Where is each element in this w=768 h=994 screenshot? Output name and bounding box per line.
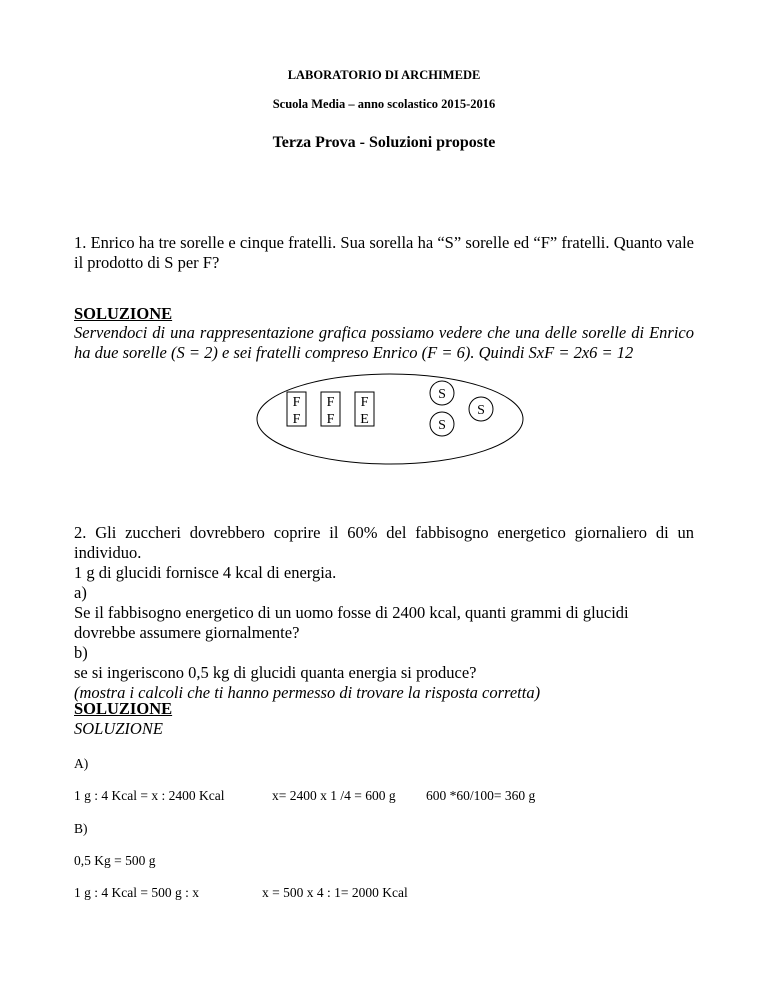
part-a-label: A) — [74, 756, 89, 771]
box2-top-letter: F — [326, 395, 335, 410]
box1-top-letter: F — [292, 395, 301, 410]
problem1-solution-title: SOLUZIONE — [74, 304, 173, 323]
sister-2-letter: S — [438, 418, 446, 433]
problem2-line2: 1 g di glucidi fornisce 4 kcal di energia. — [74, 563, 337, 582]
header-title: LABORATORIO DI ARCHIMEDE — [287, 68, 481, 82]
part-a-proportion: 1 g : 4 Kcal = x : 2400 Kcal — [74, 788, 225, 803]
box2-bottom-letter: F — [326, 412, 335, 427]
problem2-a-text: Se il fabbisogno energetico di un uomo fosse di 2400 kcal, quanti grammi di glucidi dovrebbe assumere giornalmente? — [74, 603, 629, 642]
problem2-text: 2. Gli zuccheri dovrebbero coprire il 60% del fabbisogno energetico giornaliero di un individuo. — [74, 523, 694, 562]
page-title: Terza Prova - Soluzioni proposte — [272, 134, 496, 151]
part-b-result: x = 500 x 4 : 1= 2000 Kcal — [262, 885, 408, 900]
problem2-note: (mostra i calcoli che ti hanno permesso di trovare la risposta corretta) — [74, 683, 541, 702]
box1-bottom-letter: F — [292, 412, 301, 427]
part-b-proportion: 1 g : 4 Kcal = 500 g : x — [74, 885, 199, 900]
part-b-conversion: 0,5 Kg = 500 g — [74, 853, 156, 868]
part-b-label: B) — [74, 821, 88, 836]
problem2-b-label: b) — [74, 643, 88, 662]
box3-bottom-letter: E — [360, 412, 369, 427]
problem2-solution-title: SOLUZIONE — [74, 699, 173, 718]
problem2-solution-sub: SOLUZIONE — [74, 719, 163, 738]
part-a-result: 600 *60/100= 360 g — [426, 788, 536, 803]
problem2-b-text: se si ingeriscono 0,5 kg di glucidi quanta energia si produce? — [74, 663, 477, 682]
problem1-text: 1. Enrico ha tre sorelle e cinque fratelli. Sua sorella ha “S” sorelle ed “F” fratelli. Quanto vale il prodotto di S per F? — [74, 233, 694, 272]
header-subtitle: Scuola Media – anno scolastico 2015-2016 — [272, 97, 496, 111]
problem2-a-label: a) — [74, 583, 87, 602]
siblings-diagram — [255, 371, 525, 467]
problem1-solution-text: Servendoci di una rappresentazione grafica possiamo vedere che una delle sorelle di Enrico ha due sorelle (S = 2) e sei fratelli compreso Enrico (F = 6). Quindi SxF = 2x6 = 12 — [74, 323, 694, 362]
box3-top-letter: F — [360, 395, 369, 410]
sister-1-letter: S — [438, 387, 446, 402]
part-a-solve: x= 2400 x 1 /4 = 600 g — [272, 788, 396, 803]
sister-3-letter: S — [477, 403, 485, 418]
